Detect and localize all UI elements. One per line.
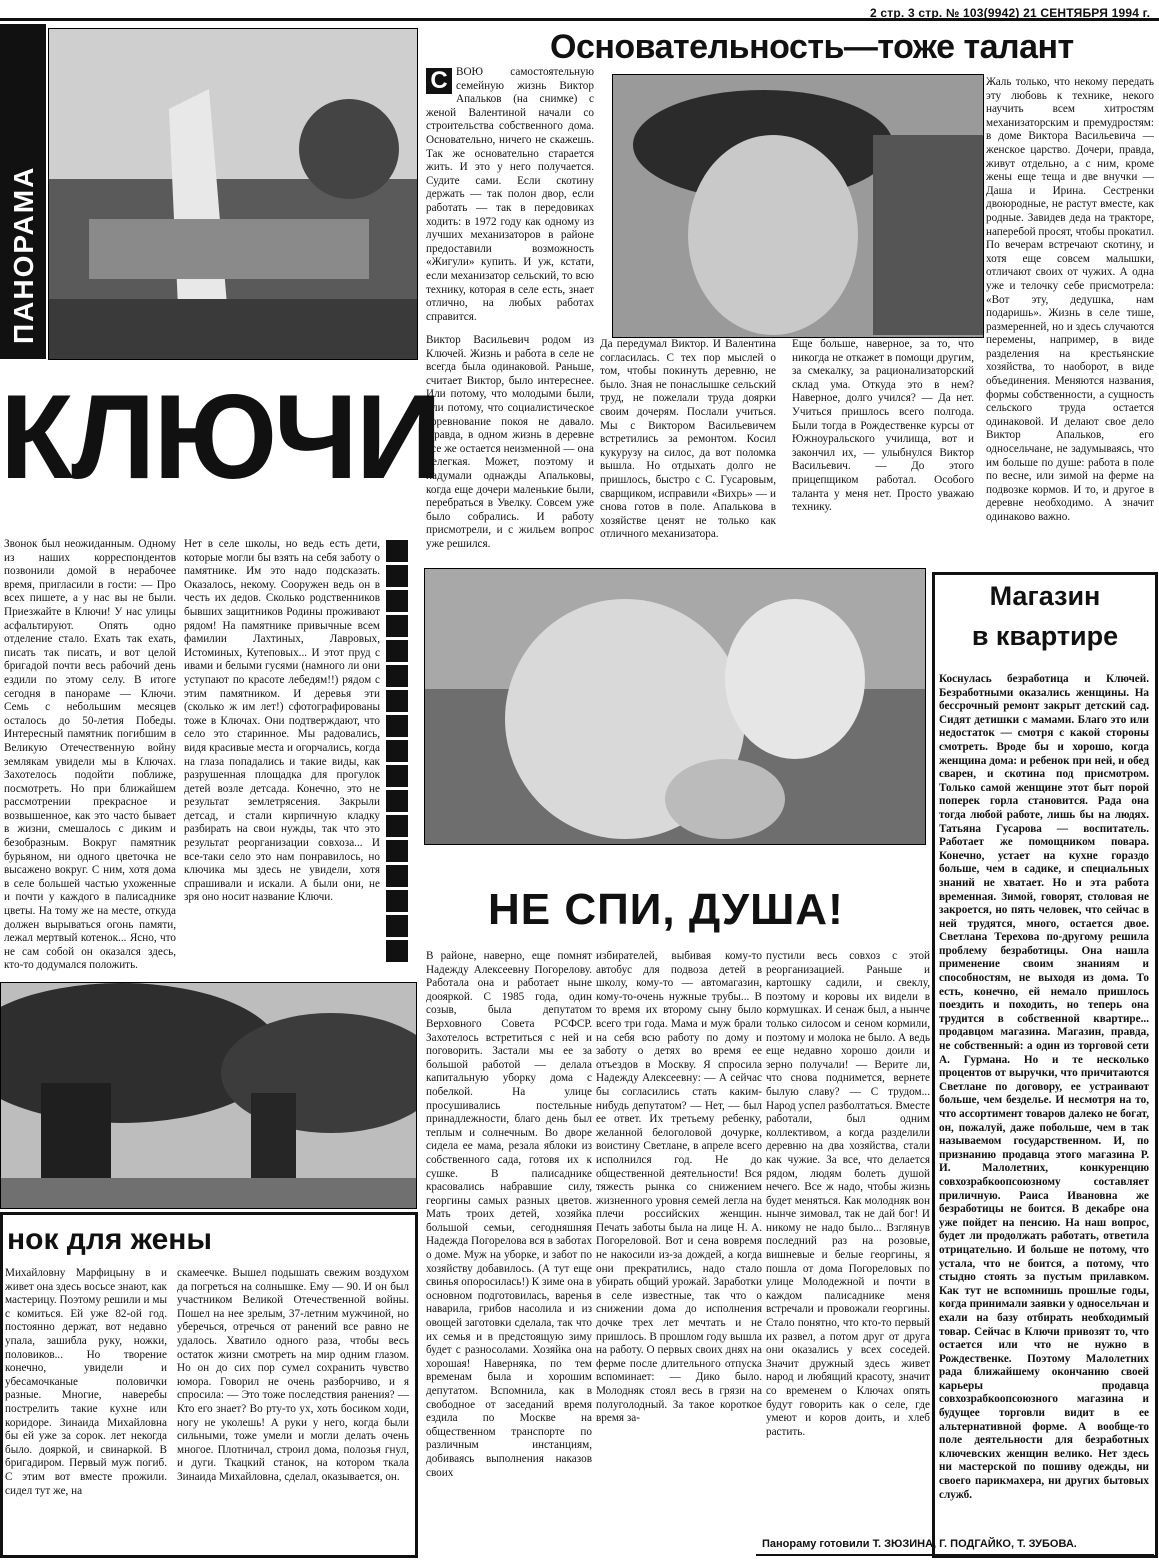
gift-column-1: Михайловну Марфицыну в и живет она здесь восьсе знают, как мастерицу. Поэтому решили и мы с комиться. Ей уже 82-ой год. постоянно держат, вот недавно упала, зашибла руку, ножки, половиков... Но творение конечно, увидели и убесамочканые половички разные. Многие, наверебы пострелить такие кухне или коридоре. Зинаида Михайловна бы ей уже за сорок. лет некогда было. дояркой, и свинаркой. В бригадиром. Первый муж погиб. С этим вот вместе прожили. сидел тут же, на (5, 1267, 167, 1497)
credit-rule (756, 1554, 1154, 1556)
shop-story-frame (932, 572, 1158, 1558)
trees-photo (0, 982, 417, 1209)
side-banner-text: ПАНОРАМА (8, 165, 39, 344)
shop-headline-2: в квартире (971, 621, 1119, 651)
credit-line: Панораму готовили Т. ЗЮЗИНА, Г. ПОДГАЙКО, Т. ЗУБОВА. (762, 1538, 1077, 1550)
side-banner (0, 24, 46, 359)
klyuchi-headline: КЛЮЧИ (0, 370, 441, 504)
talent-column-2: Да передумал Виктор. И Валентина согласилась. С тех пор мыслей о том, чтобы покинуть деревню, не было. Зная не понаслышке сельский труд, не пожелали труда доярки своим дочерям. Послали учиться. Мы с Виктором Васильевичем встретились за ремонтом. Косил кукурузу на силос, да вот поломка вышла. Но отдыхать долго не пришлось, быстро с С. Гусаровым, сварщиком, исправили «Вихрь» — и снова готов в поле. Апалькова в хозяйстве ценят не только как отличного механизатора. (600, 338, 776, 541)
monument-image (49, 29, 417, 359)
issue-line: 2 стр. 3 стр. № 103(9942) 21 СЕНТЯБРЯ 1994 г. (870, 6, 1151, 20)
decorative-blocks (386, 540, 408, 962)
shop-text: Коснулась безработица и Ключей. Безработными оказались женщины. На бессрочный ремонт закрыт детский сад. Сидят детишки с мамами. Благо это или недостаток — смотря с какой стороны смотреть. Вроде бы и хорошо, когда женщина дома: и ребенок при ней, и обед сварен, и скотина под присмотром. Только самой женщине этот быт порой поперек горла становится. Рада она тогда любой работе, лишь бы на людях. Татьяна Гусарова — воспитатель. Работает же помощником повара. Конечно, устает на кухне гораздо больше, чем в садике, и специальных знаний не хватает. Но и эта работа временная. Зимой, говорят, столовая не закроется, но пять человек, что сейчас в ней трудятся, много, остается двое. Светлана Терехова по-другому решила проблему безработицы. Она нашла применение своим знаниям и способностям, не выходя из дома. То есть, конечно, ей немало пришлось поездить и походить, но теперь она трудится в собственной квартире... продавцом магазина. Магазин, правда, не собственный: а один из торговой сети А. Гурмана. Но и те несколько процентов от выручки, что причитаются Светлане по договору, ее устраивают больше, чем безделье. И несмотря на то, что ассортимент товаров далеко не богат, он, пожалуй, даже побольше, чем в так называемом государственном. И, по признанию продавца этого магазина Р. И. Малолетних, конкуренцию совхозрабкоопсоюзному составляет приличную. Раиса Ивановна же безработицы не боится. В декабре она уже пойдет на пенсию. На наш вопрос, будет ли продолжать работать, ответила отрицательно. И больше не потому, что устала, что не боится, а потому, что стыдно стоять за пустым прилавком. Как тут не вспомнишь прошлые годы, когда принимали заявки у односельчан и ехали на базу отбирать необходимый товар. Сейчас в Ключи привозят то, что остается или что не нужно в Рождественке. Поэтому Малолетних рада ближайшему окончанию своей карьеры продавца совхозрабкоопсоюзного магазина и будущее торговли видит в ее альтернативной форме. А вообще-то поле деятельности для безработных ключевских женщин велико. Нет здесь ни мастерской по пошиву одежды, ни своего парикмахера, ни других бытовых служб. (939, 673, 1149, 1501)
soul-column-1: В районе, наверно, еще помнят Надежду Алексеевну Погорелову. Работала она и работает ныне доояркой. С 1985 года, один созыв, была депутатом Верховного Совета РСФСР. Захотелось встретиться с ней и поговорить. Застали мы ее за большой работой — делала капитальную уборку дома с побелкой. На улице просушивались постельные принадлежности, благо день был теплым и солнечным. Во дворе сидела ее мама, резала яблоки из собственного сада, готовя их к сушке. В палисаднике красовались набравшие силу, георгины самых разных цветов. Мать троих детей, хозяйка большой семьи, сегодняшняя Надежда Погорелова вся в заботах о доме. Муж на уборке, и забот по хозяйству добавилось. (А тут еще свинья опоросилась!) К зиме она в основном подготовилась, варенья наварила, грибов насолила и из овощей заготовки сделала, так что их семья и в предстоящую зиму будет с разносолами. Хозяйка она хорошая! Наверняка, по тем временам была и хорошим депутатом. Вспомнила, как в свободное от заседаний время ездила по Москве на общественном транспорте по различным инстанциям, добиваясь выполнения наказов своих (426, 950, 592, 1479)
soul-headline: НЕ СПИ, ДУША! (488, 885, 844, 934)
shop-headline-1: Магазин (989, 581, 1101, 611)
soul-column-2: избирателей, выбивая кому-то автобус для подвоза детей в школу, кому-то — автомагазин, кому-то-очень нужные трубы... В то время их второму сыну было всего три года. Мама и муж брали на себя всю работу по дому и заботу о детях во время ее отъездов в Москву. Я спросила Надежду Алексеевну: — А сейчас бы согласились стать каким-нибудь депутатом? — Нет, — был ее ответ. Их третьему ребенку, желанной белоголовой дочурке, воистину Светлане, в апреле всего исполнился год. Не до общественной деятельности! Вся тяжесть рынка со снижением жизненного уровня семей легла на плечи российских женщин. Печать заботы была на лице Н. А. Погореловой. Вот и сена вовремя не накосили из-за дождей, а когда они прекратились, надо стало убирать общий урожай. Заработки в селе известные, так что о снижении дома до исполнения дочке трех лет мечтать и не пришлось. В прошлом году вышла на работу. О первых своих днях на ферме после длительного отпуска вспоминает: — Дико было. Молодняк стоял весь в грязи на полуголодный. За такое короткое время за- (596, 950, 762, 1425)
apalkov-photo (612, 74, 984, 338)
pogorelova-image (425, 569, 925, 844)
talent-column-3: Еще больше, наверное, за то, что никогда не откажет в помощи другим, за смекалку, за рационализаторский склад ума. Откуда это в нем? Наверное, долго учился? — Да нет. Учиться пришлось всего полгода. Были тогда в Рождественке курсы от Южноуральского училища, вот и закончил их, — улыбнулся Виктор Васильевич. — До этого прицепщиком работал. Особого таланта у меня нет. Просто уважаю технику. (792, 338, 974, 514)
talent-column-1-text: ВОЮ самостоятельную семейную жизнь Виктор Апальков (на снимке) с женой Валентиной начали со строительства собственного дома. Основательно, ничего не скажешь. Так же основательно старается жить. И это у него получается. Судите сами. Если скотину держать — так полон двор, если работать — так в передовиках ходить: в 1972 году как одному из лучших механизаторов в районе предоставили возможность «Жигули» купить. И уж, кстати, если механизатор сельский, то всю технику, которая в селе есть, знает отлично, на любых работах справится. (426, 66, 594, 323)
monument-photo (48, 28, 418, 360)
trees-image (1, 983, 416, 1208)
gift-column-2: скамеечке. Вышел подышать свежим воздухом да погреться на солнышке. Ему — 90. И он был участником Великой Отечественной войны. Пошел на нее зрелым, 37-летним мужчиной, но уберечься, отречься от ранений все равно не удалось. Хватило одного раза, чтобы весь остаток жизни смотреть на мир одним глазом. Но он до сих пор сумел сохранить чувство юмора. Говорил не очень разборчиво, и я спросила: — Это тоже последствия ранения? — Кто его знает? Во рту-то ух, хоть босиком ходи, ногу не уколешь! А руки у него, когда были сильными, тоже умели и могли делать очень многое. Плотничал, строил дома, полозья гнул, и дуги. Ткацкий станок, на котором ткала Зинаида Михайловна, сделал, оказывается, он. (177, 1267, 409, 1483)
apalkov-image (613, 75, 983, 337)
pogorelova-photo (424, 568, 926, 845)
talent-column-1b: Виктор Васильевич родом из Ключей. Жизнь и работа в селе не всегда была одинаковой. Раньше, считает Виктор, было интереснее. Или потому, что молодыми были, или потому, что социалистическое соревнование покоя не давало. Правда, в одном жизнь в деревне все же остается неизменной — она нелегкая. Может, поэтому и надумали однажды Апальковы, когда еще дочери маленькие были, перебраться в Увелку. Совсем уже было собрались. И работу присмотрели, и с жильем вопрос уже решился. (426, 334, 594, 550)
drop-cap: С (426, 68, 452, 94)
talent-headline: Основательность—тоже талант (550, 28, 1074, 66)
gift-headline: нок для жены (7, 1223, 213, 1256)
klyuchi-column-1: Звонок был неожиданным. Одному из наших корреспондентов позвонили домой в нерабочее время, пригласили в гости: — Про всех пишете, а у нас вы не были. Приезжайте в Ключи! У нас улицы асфальтируют. Опять одно отделение стало. Ехать так ехать, писать так писать, и вот целой бригадой почти весь рабочий день ездили по этому селу. В итоге сегодня в панораме — Ключи. Семь с небольшим месяцев осталось до 50-летия Победы. Интересный памятник погибшим в Великую Отечественную войну землякам увидели мы в Ключах. Захотелось подойти поближе, посмотреть. Но при ближайшем рассмотрении прекрасное и возвышенное, как это часто бывает в жизни, смешалось с диким и безобразным. Вокруг памятник бурьяном, ни одного цветочка не высажено вокруг. С ним, хотя дома в селе большей частью ухоженные и почти у каждого в палисаднике цветы. На тому же на месте, откуда должен вырываться огонь памяти, лежал мертвый котенок... Ясно, что не сам собой он оказался здесь, кто-то додумался положить. (4, 538, 176, 972)
talent-column-1 (426, 66, 594, 328)
klyuchi-column-2: Нет в селе школы, но ведь есть дети, которые могли бы взять на себя заботу о памятнике. Им это надо подсказать. Оказалось, некому. Сооружен ведь он в честь их дедов. Сколько родственников бывших защитников Родины проживают рядом! На памятнике привычные всем фамилии Лахтиных, Лавровых, Истоминых, Кутеповых... И этот пруд с ивами и белыми гусями (намного ли они уступают по красоте лебедям!!) рядом с этим памятником. И деревья эти (сколько ж им лет!) сфотографированы тоже в Ключах. Они подтверждают, что село это старинное. Мы радовались, видя красивые места и огорчались, когда на глаза попадались и такие виды, как разрушенная площадка для прогулок детей возле детсада. Конечно, это не результат землетрясения. Закрыли детсад, и стали кирпичную кладку разбирать на свои нужды, так что это результат реорганизации совхоза... И все-таки село это нам понравилось, но ключика мы здесь не увидели, хотя спрашивали и искали. А были они, не зря оно носит название Ключи. (184, 538, 380, 904)
talent-column-4: Жаль только, что некому передать эту любовь к технике, некого научить всем хитростям механизаторским и премудростям: в доме Виктора Васильевича — женское царство. Дочери, правда, живут отдельно, а с ним, кроме жены еще теща и две внучки — Даша и Ирина. Сестренки двоюродные, не растут вместе, как родные. Завидев деда на тракторе, наперебой просят, чтобы прокатил. По вечерам встречают скотину, и хотя еще совсем малышки, отличают своих от чужих. А одна уже и телочку себе присмотрела: «Вот эту, дедушка, нам подаришь». Жизнь в селе тише, размеренней, но и здесь случаются перемены, например, в виде разделения на крестьянские хозяйства, то наоборот, в виде объединения. Меняются названия, формы собственности, а сущность сельского труда остается одинаковой. И делают свое дело Виктор Апальков, его односельчане, не задумываясь, что им больше по душе: работа в поле по весне, или зимой на ферме на подвозке кормов. И то, и другое в деревне необходимо. А значит одинаково важно. (986, 76, 1154, 523)
soul-column-3: пустили весь совхоз с этой реорганизацией. Раньше и картошку садили, и свеклу, поэтому и коровы их видели в кормушках. И сенаж был, а нынче только силосом и сеном кормили, поэтому и молока не было. А ведь еще недавно хорошо доили и зерно получали! — Верите ли, что снова поднимется, вернете былую славу? — С трудом... Народ успел разболтаться. Вместе работали, был одним коллективом, а когда разделили деревню на два хозяйства, стали как чужие. За все, что делается рядом, людям болеть душой нечего. Все ж надо, чтобы жизнь будет меняться. Как молодняк вон нынче зимовал, так не дай бог! И никому не надо было... Взглянув последний раз на розовые, вишневые и белые георгины, я пошла от дома Погореловых по улице Молодежной и почти в каждом палисаднике меня встречали и провожали георгины. Стало понятно, что кто-то первый их развел, а потом друг от друга они оказались у всех соседей. Значит дружный здесь живет народ и любящий красоту, значит со временем о Ключах опять будут говорить как о селе, где умеют и коров доить, и хлеб растить. (766, 950, 930, 1438)
gift-story-frame (0, 1212, 418, 1558)
